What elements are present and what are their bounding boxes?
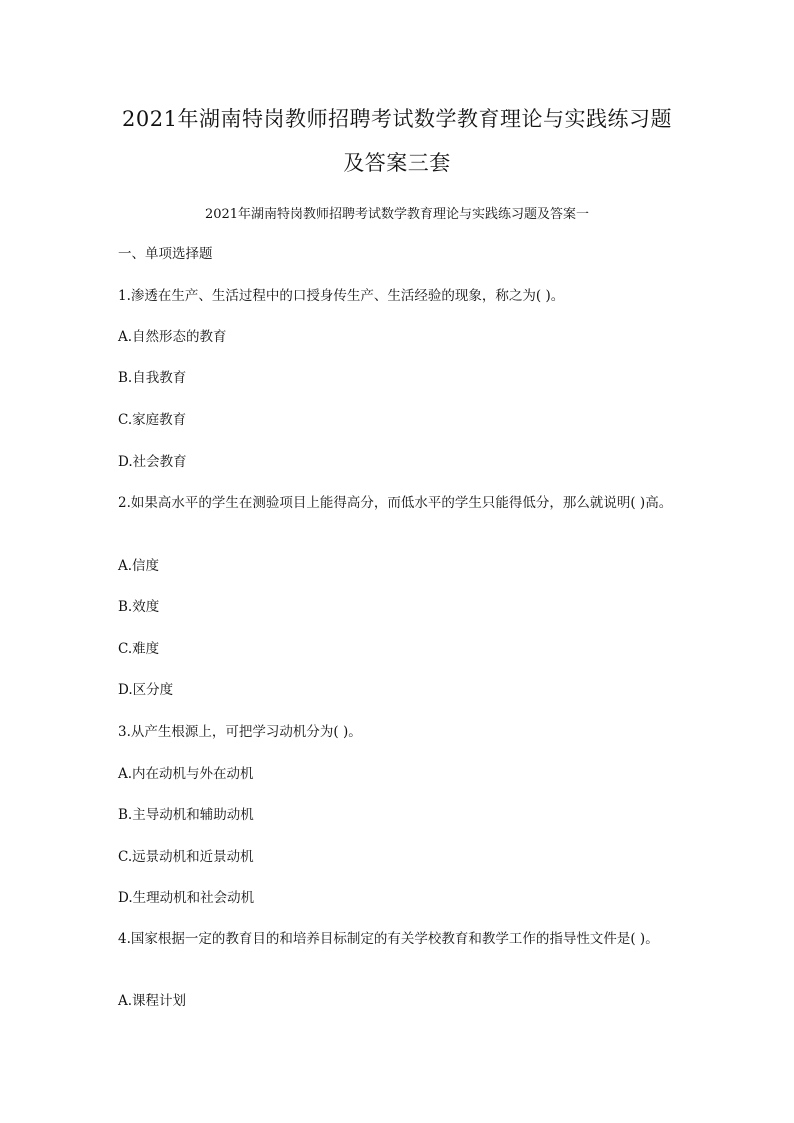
question-stem-1: 1.渗透在生产、生活过程中的口授身传生产、生活经验的现象，称之为( )。 [118, 288, 565, 304]
question-stem-4: 4.国家根据一定的教育目的和培养目标制定的有关学校教育和教学工作的指导性文件是( )。 [118, 931, 659, 947]
document-subtitle: 2021年湖南特岗教师招聘考试数学教育理论与实践练习题及答案一 [204, 207, 590, 222]
document-title-line-1: 2021年湖南特岗教师招聘考试数学教育理论与实践练习题 [122, 107, 672, 131]
section-heading: 一、单项选择题 [118, 246, 213, 262]
question-1-option-b: B.自我教育 [118, 370, 187, 386]
question-3-option-b: B.主导动机和辅助动机 [118, 807, 254, 823]
question-3-option-c: C.远景动机和近景动机 [118, 849, 254, 865]
question-1-option-a: A.自然形态的教育 [118, 329, 227, 345]
question-2-option-a: A.信度 [118, 558, 160, 574]
question-2-option-d: D.区分度 [118, 682, 174, 698]
question-3-option-a: A.内在动机与外在动机 [118, 766, 254, 782]
question-stem-2: 2.如果高水平的学生在测验项目上能得高分，而低水平的学生只能得低分，那么就说明( )高。 [118, 495, 673, 511]
document-title-line-2: 及答案三套 [343, 151, 451, 175]
question-2-option-c: C.难度 [118, 641, 160, 657]
question-3-option-d: D.生理动机和社会动机 [118, 890, 255, 906]
question-1-option-d: D.社会教育 [118, 454, 187, 470]
question-1-option-c: C.家庭教育 [118, 412, 187, 428]
question-4-option-a: A.课程计划 [118, 993, 187, 1009]
question-2-option-b: B.效度 [118, 599, 160, 615]
question-stem-3: 3.从产生根源上，可把学习动机分为( )。 [118, 724, 362, 740]
